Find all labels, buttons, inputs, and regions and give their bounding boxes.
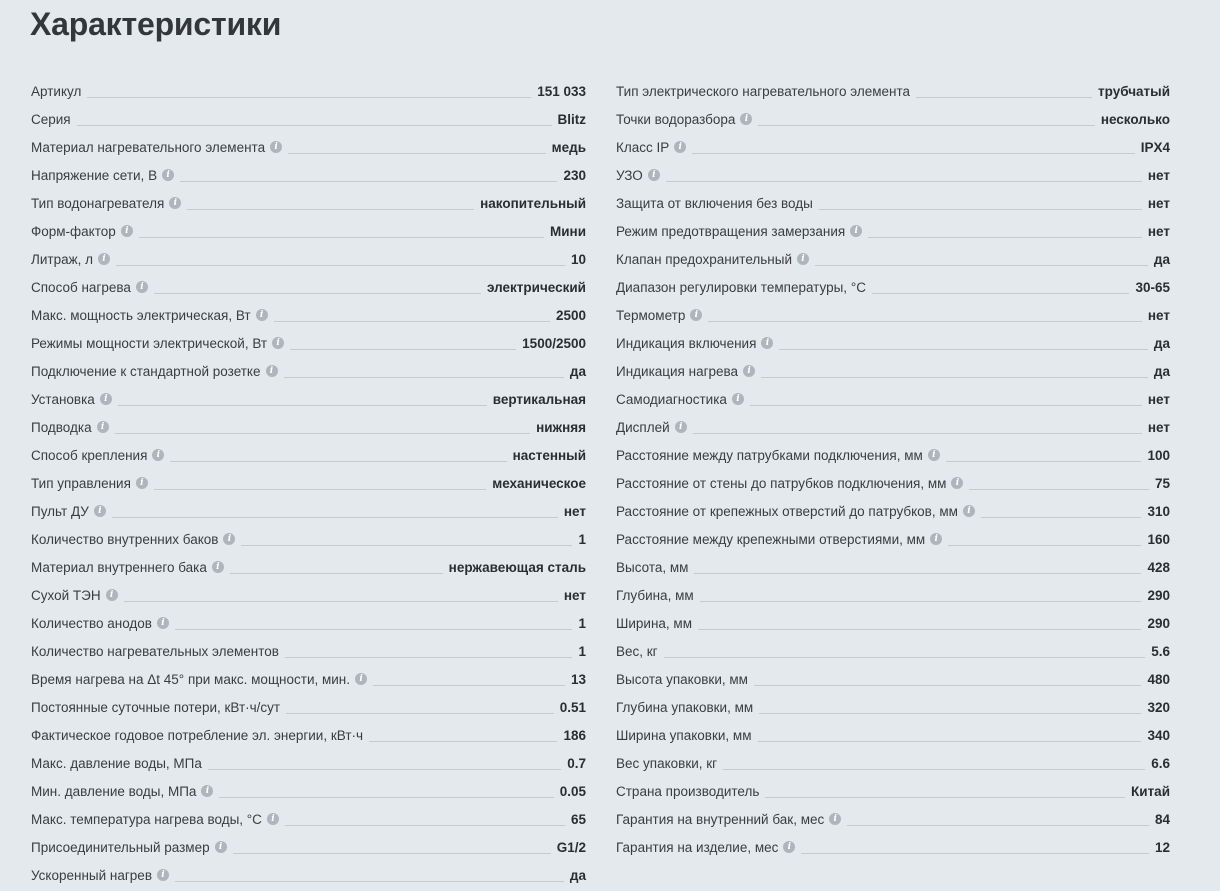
spec-label: Режимы мощности электрической, Вт: [31, 335, 268, 351]
leader-line: [819, 209, 1142, 210]
leader-line: [723, 769, 1145, 770]
spec-row: [616, 665, 1170, 693]
spec-value: 84: [1154, 811, 1170, 827]
spec-label: Способ крепления: [31, 447, 148, 463]
spec-row: [31, 217, 586, 245]
spec-label: Точки водоразбора: [616, 111, 736, 127]
spec-row: [31, 273, 586, 301]
info-icon[interactable]: i: [761, 337, 773, 349]
info-icon[interactable]: i: [648, 169, 660, 181]
leader-line: [694, 573, 1141, 574]
info-icon[interactable]: i: [951, 477, 963, 489]
info-icon[interactable]: i: [162, 169, 174, 181]
info-icon[interactable]: i: [121, 225, 133, 237]
spec-row: [616, 357, 1170, 385]
spec-label: Расстояние между крепежными отверстиями, мм: [616, 531, 926, 547]
spec-value: G1/2: [556, 839, 586, 855]
spec-label: Мин. давление воды, МПа: [31, 783, 197, 799]
spec-label: Постоянные суточные потери, кВт·ч/сут: [31, 699, 281, 715]
leader-line: [285, 825, 565, 826]
spec-label: Материал нагревательного элемента: [31, 139, 266, 155]
leader-line: [285, 657, 573, 658]
spec-label: Индикация нагрева: [616, 363, 739, 379]
spec-label: Глубина упаковки, мм: [616, 699, 754, 715]
leader-line: [290, 349, 516, 350]
info-icon[interactable]: i: [740, 113, 752, 125]
info-icon[interactable]: i: [106, 589, 118, 601]
leader-line: [708, 321, 1142, 322]
spec-row: [616, 441, 1170, 469]
info-icon[interactable]: i: [267, 813, 279, 825]
leader-line: [693, 433, 1142, 434]
spec-value: 320: [1147, 699, 1170, 715]
spec-label: Вес, кг: [616, 643, 658, 659]
spec-row: [616, 693, 1170, 721]
spec-value: 151 033: [537, 83, 586, 99]
spec-value: трубчатый: [1098, 83, 1170, 99]
leader-line: [288, 153, 546, 154]
spec-value: да: [569, 363, 586, 379]
info-icon[interactable]: i: [963, 505, 975, 517]
info-icon[interactable]: i: [928, 449, 940, 461]
spec-label: Термометр: [616, 307, 686, 323]
spec-row: [616, 217, 1170, 245]
spec-label: Вес упаковки, кг: [616, 755, 718, 771]
spec-value: нет: [563, 587, 586, 603]
spec-value: да: [1153, 363, 1170, 379]
spec-value: электрический: [487, 279, 586, 295]
leader-line: [969, 489, 1149, 490]
info-icon[interactable]: i: [272, 337, 284, 349]
leader-line: [154, 293, 481, 294]
spec-row: [31, 357, 586, 385]
spec-label: Количество анодов: [31, 615, 152, 631]
spec-row: [31, 609, 586, 637]
leader-line: [116, 265, 565, 266]
info-icon[interactable]: i: [100, 393, 112, 405]
spec-value: нет: [1147, 307, 1170, 323]
spec-label: Подключение к стандартной розетке: [31, 363, 261, 379]
spec-row: [31, 581, 586, 609]
spec-value: настенный: [512, 447, 586, 463]
spec-row: [616, 273, 1170, 301]
leader-line: [754, 685, 1142, 686]
spec-row: [616, 245, 1170, 273]
spec-row: [31, 245, 586, 273]
spec-value: несколько: [1100, 111, 1170, 127]
info-icon[interactable]: i: [850, 225, 862, 237]
leader-line: [241, 545, 572, 546]
spec-label: Подводка: [31, 419, 92, 435]
leader-line: [700, 601, 1142, 602]
spec-value: да: [569, 867, 586, 883]
info-icon[interactable]: i: [223, 533, 235, 545]
leader-line: [698, 629, 1141, 630]
spec-row: [616, 385, 1170, 413]
info-icon[interactable]: i: [797, 253, 809, 265]
info-icon[interactable]: i: [212, 561, 224, 573]
spec-label: Дисплей: [616, 419, 670, 435]
spec-label: Пульт ДУ: [31, 503, 89, 519]
leader-line: [112, 517, 558, 518]
spec-label: Установка: [31, 391, 95, 407]
spec-row: [616, 805, 1170, 833]
spec-value: нет: [1147, 391, 1170, 407]
spec-row: [31, 77, 586, 105]
spec-label: УЗО: [616, 167, 643, 183]
spec-label: Ширина, мм: [616, 615, 692, 631]
spec-row: [616, 469, 1170, 497]
spec-value: вертикальная: [492, 391, 586, 407]
leader-line: [274, 321, 550, 322]
leader-line: [139, 237, 544, 238]
spec-row: [31, 413, 586, 441]
specs-column-left: [31, 77, 586, 889]
spec-value: нет: [1147, 419, 1170, 435]
spec-row: [31, 777, 586, 805]
spec-row: [616, 105, 1170, 133]
leader-line: [692, 153, 1134, 154]
spec-value: 1: [578, 531, 586, 547]
leader-line: [815, 265, 1148, 266]
spec-value: 340: [1147, 727, 1170, 743]
spec-row: [616, 749, 1170, 777]
spec-value: 428: [1147, 559, 1170, 575]
spec-value: нержавеющая сталь: [448, 559, 586, 575]
spec-row: [616, 525, 1170, 553]
spec-label: Макс. температура нагрева воды, °С: [31, 811, 262, 827]
spec-label: Макс. мощность электрическая, Вт: [31, 307, 251, 323]
spec-label: Форм-фактор: [31, 223, 116, 239]
leader-line: [948, 545, 1141, 546]
leader-line: [872, 293, 1130, 294]
spec-value: 2500: [555, 307, 586, 323]
spec-row: [31, 693, 586, 721]
spec-label: Ширина упаковки, мм: [616, 727, 752, 743]
spec-row: [616, 553, 1170, 581]
spec-row: [31, 749, 586, 777]
spec-row: [31, 525, 586, 553]
leader-line: [847, 825, 1149, 826]
spec-label: Гарантия на изделие, мес: [616, 839, 779, 855]
spec-value: 290: [1147, 587, 1170, 603]
leader-line: [77, 125, 552, 126]
spec-row: [616, 77, 1170, 105]
info-icon[interactable]: i: [152, 449, 164, 461]
spec-label: Клапан предохранительный: [616, 251, 793, 267]
spec-label: Расстояние между патрубками подключения, мм: [616, 447, 923, 463]
spec-row: [616, 301, 1170, 329]
spec-row: [616, 637, 1170, 665]
spec-row: [31, 497, 586, 525]
leader-line: [868, 237, 1142, 238]
leader-line: [170, 461, 506, 462]
info-icon[interactable]: i: [157, 617, 169, 629]
leader-line: [230, 573, 443, 574]
info-icon[interactable]: i: [98, 253, 110, 265]
spec-label: Класс IP: [616, 139, 670, 155]
info-icon[interactable]: i: [136, 477, 148, 489]
spec-row: [616, 777, 1170, 805]
spec-value: 160: [1147, 531, 1170, 547]
spec-row: [616, 329, 1170, 357]
spec-row: [31, 301, 586, 329]
spec-label: Сухой ТЭН: [31, 587, 101, 603]
spec-value: IPX4: [1140, 139, 1170, 155]
spec-value: 230: [563, 167, 586, 183]
spec-value: медь: [551, 139, 586, 155]
leader-line: [981, 517, 1142, 518]
leader-line: [187, 209, 474, 210]
spec-row: [616, 413, 1170, 441]
spec-value: нет: [1147, 195, 1170, 211]
leader-line: [175, 629, 573, 630]
info-icon[interactable]: i: [732, 393, 744, 405]
spec-value: 1: [578, 615, 586, 631]
spec-label: Литраж, л: [31, 251, 94, 267]
specs-column-right: [616, 77, 1170, 861]
spec-value: 75: [1154, 475, 1170, 491]
leader-line: [208, 769, 561, 770]
spec-row: [616, 133, 1170, 161]
info-icon[interactable]: i: [94, 505, 106, 517]
spec-label: Тип электрического нагревательного элемента: [616, 83, 911, 99]
spec-row: [616, 497, 1170, 525]
leader-line: [219, 797, 553, 798]
leader-line: [233, 853, 551, 854]
spec-label: Расстояние от стены до патрубков подключения, мм: [616, 475, 947, 491]
spec-value: 0.05: [559, 783, 586, 799]
spec-value: 10: [570, 251, 586, 267]
spec-label: Время нагрева на Δt 45° при макс. мощности, мин.: [31, 671, 351, 687]
spec-value: Blitz: [557, 111, 586, 127]
spec-label: Защита от включения без воды: [616, 195, 813, 211]
spec-row: [31, 329, 586, 357]
spec-row: [31, 189, 586, 217]
leader-line: [916, 97, 1092, 98]
spec-label: Страна производитель: [616, 783, 760, 799]
leader-line: [373, 685, 565, 686]
spec-label: Глубина, мм: [616, 587, 694, 603]
leader-line: [175, 881, 564, 882]
spec-label: Самодиагностика: [616, 391, 727, 407]
spec-value: механическое: [492, 475, 586, 491]
spec-label: Присоединительный размер: [31, 839, 210, 855]
spec-label: Расстояние от крепежных отверстий до патрубков, мм: [616, 503, 958, 519]
spec-label: Фактическое годовое потребление эл. энергии, кВт·ч: [31, 727, 364, 743]
spec-label: Макс. давление воды, МПа: [31, 755, 202, 771]
info-icon[interactable]: i: [201, 785, 213, 797]
spec-label: Тип управления: [31, 475, 131, 491]
spec-value: нет: [1147, 223, 1170, 239]
spec-value: 0.7: [567, 755, 586, 771]
spec-label: Материал внутреннего бака: [31, 559, 207, 575]
leader-line: [284, 377, 564, 378]
spec-label: Количество внутренних баков: [31, 531, 219, 547]
spec-row: [31, 721, 586, 749]
spec-row: [31, 833, 586, 861]
info-icon[interactable]: i: [675, 421, 687, 433]
spec-value: Китай: [1131, 783, 1170, 799]
spec-row: [31, 805, 586, 833]
spec-label: Высота, мм: [616, 559, 689, 575]
spec-value: 12: [1154, 839, 1170, 855]
spec-value: 310: [1147, 503, 1170, 519]
leader-line: [154, 489, 486, 490]
spec-row: [616, 721, 1170, 749]
spec-value: Мини: [550, 223, 586, 239]
spec-label: Высота упаковки, мм: [616, 671, 748, 687]
spec-label: Напряжение сети, В: [31, 167, 158, 183]
info-icon[interactable]: i: [169, 197, 181, 209]
info-icon[interactable]: i: [743, 365, 755, 377]
spec-row: [31, 665, 586, 693]
spec-label: Индикация включения: [616, 335, 757, 351]
leader-line: [87, 97, 531, 98]
spec-row: [616, 189, 1170, 217]
spec-row: [31, 385, 586, 413]
spec-value: 6.6: [1151, 755, 1170, 771]
spec-value: 290: [1147, 615, 1170, 631]
info-icon[interactable]: i: [266, 365, 278, 377]
leader-line: [758, 125, 1094, 126]
info-icon[interactable]: i: [674, 141, 686, 153]
spec-value: 186: [563, 727, 586, 743]
spec-label: Тип водонагревателя: [31, 195, 165, 211]
leader-line: [118, 405, 487, 406]
spec-value: 13: [570, 671, 586, 687]
spec-value: нет: [563, 503, 586, 519]
leader-line: [750, 405, 1142, 406]
info-icon[interactable]: i: [930, 533, 942, 545]
info-icon[interactable]: i: [136, 281, 148, 293]
info-icon[interactable]: i: [690, 309, 702, 321]
leader-line: [761, 377, 1148, 378]
spec-row: [31, 105, 586, 133]
leader-line: [779, 349, 1148, 350]
info-icon[interactable]: i: [256, 309, 268, 321]
spec-value: да: [1153, 251, 1170, 267]
leader-line: [759, 713, 1141, 714]
spec-value: 1: [578, 643, 586, 659]
spec-label: Диапазон регулировки температуры, °С: [616, 279, 866, 295]
spec-value: накопительный: [480, 195, 586, 211]
spec-value: 5.6: [1151, 643, 1170, 659]
spec-row: [31, 133, 586, 161]
info-icon[interactable]: i: [355, 673, 367, 685]
spec-row: [31, 861, 586, 889]
info-icon[interactable]: i: [97, 421, 109, 433]
spec-label: Гарантия на внутренний бак, мес: [616, 811, 825, 827]
spec-value: 65: [570, 811, 586, 827]
spec-label: Количество нагревательных элементов: [31, 643, 279, 659]
info-icon[interactable]: i: [829, 813, 841, 825]
spec-value: да: [1153, 335, 1170, 351]
page-title: Характеристики: [30, 6, 282, 42]
info-icon[interactable]: i: [270, 141, 282, 153]
spec-label: Режим предотвращения замерзания: [616, 223, 846, 239]
spec-row: [616, 609, 1170, 637]
leader-line: [758, 741, 1142, 742]
spec-value: 30-65: [1135, 279, 1170, 295]
leader-line: [286, 713, 554, 714]
leader-line: [180, 181, 557, 182]
spec-value: 0.51: [559, 699, 586, 715]
spec-label: Ускоренный нагрев: [31, 867, 152, 883]
spec-value: нет: [1147, 167, 1170, 183]
spec-label: Серия: [31, 111, 71, 127]
info-icon[interactable]: i: [783, 841, 795, 853]
spec-row: [31, 553, 586, 581]
leader-line: [369, 741, 557, 742]
leader-line: [666, 181, 1142, 182]
spec-label: Способ нагрева: [31, 279, 131, 295]
spec-row: [31, 441, 586, 469]
leader-line: [115, 433, 530, 434]
info-icon[interactable]: i: [157, 869, 169, 881]
leader-line: [124, 601, 558, 602]
leader-line: [664, 657, 1146, 658]
leader-line: [946, 461, 1142, 462]
leader-line: [801, 853, 1149, 854]
spec-label: Артикул: [31, 83, 82, 99]
spec-row: [616, 161, 1170, 189]
leader-line: [765, 797, 1125, 798]
spec-row: [31, 469, 586, 497]
spec-row: [31, 637, 586, 665]
spec-row: [616, 833, 1170, 861]
info-icon[interactable]: i: [215, 841, 227, 853]
spec-row: [616, 581, 1170, 609]
spec-row: [31, 161, 586, 189]
spec-value: 1500/2500: [522, 335, 586, 351]
spec-value: нижняя: [536, 419, 586, 435]
spec-value: 100: [1147, 447, 1170, 463]
spec-value: 480: [1147, 671, 1170, 687]
